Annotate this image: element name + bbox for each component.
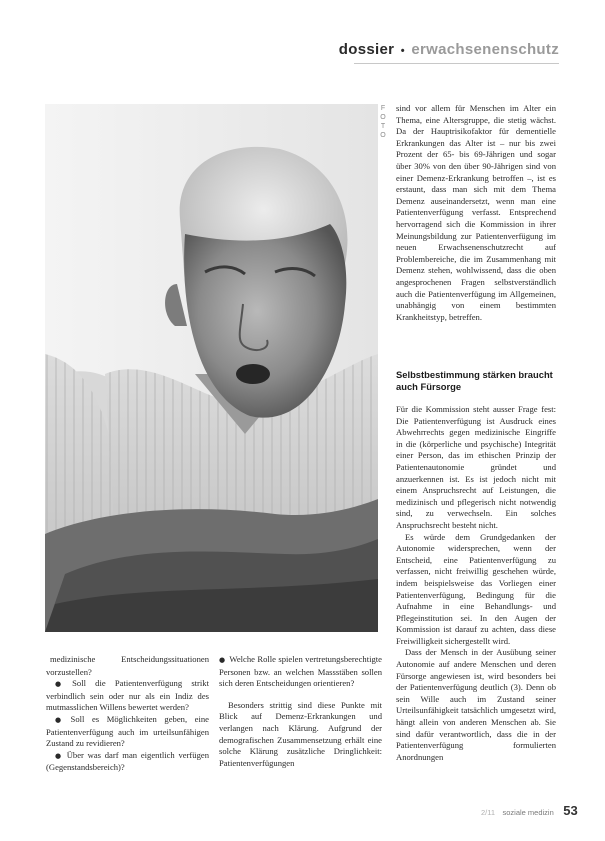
- magazine-name: soziale medizin: [502, 808, 554, 817]
- list-item: medizinische Entscheidungssituationen vorzustellen?: [46, 654, 209, 677]
- header-separator: •: [400, 45, 405, 57]
- credit-glyph: F: [380, 105, 386, 112]
- header-rule: [354, 63, 559, 64]
- issue-number: 2/11: [481, 808, 496, 817]
- credit-glyph: T: [380, 123, 386, 130]
- paragraph: Besonders strittig sind diese Punkte mit Blick auf Demenz-Erkrankungen und verlangen nach Klärung. Aufgrund der demografischen Zusammensetzung erhält eine solche Klärung zusätzliche Dringlichkeit: Patientenverfügungen: [219, 699, 382, 768]
- section-header: [339, 41, 559, 58]
- page-number: 53: [563, 803, 578, 818]
- list-item: ● Soll es Möglichkeiten geben, eine Patientenverfügung auch im urteilsunfähigen Zustand zu revidieren?: [46, 713, 209, 749]
- article-column-middle: [219, 654, 382, 769]
- article-column-right-bottom: [396, 404, 556, 763]
- portrait-photo: [45, 104, 378, 632]
- paragraph: sind vor allem für Menschen im Alter ein Thema, eine Altersgruppe, die stetig wächst. Da der Hauptrisikofaktor für dementielle Erkrankungen das Alter ist – nur bis zwei Prozent der 65- bis 69-Jährigen und sogar über 30% von den über 90-Jährigen sind von einer Demenz-Erkrankung betroffen –, ist es erstaunt, dass man sich mit dem Thema Demenz auseinandersetzt, wenn man eine Patientenverfügung verfasst. Entsprechend hervorragend sich die Kommission in ihrer Meinungsbildung zur Patientenverfügung im neuen Erwachsenenschutzrecht auf Problembereiche, die im Zusammenhang mit Demenz stehen, wohlwissend, dass die oben angesprochenen Fragen selbstverständlich auch die Patientenverfügung im Allgemeinen, unabhängig von einem bestimmten Krankheitstyp, betreffen.: [396, 103, 556, 322]
- paragraph: Für die Kommission steht ausser Frage fest: Die Patientenverfügung ist Ausdruck eines Abwehrrechts gegen medizinische Eingriffe in die (körperliche und psychische) Integrität einer Person, das im ethischen Prinzip der Patientenautonomie gründet und anzuerkennen ist. Es ist jedoch nicht mit einem Anspruchsrecht auf Leistungen, die medizinisch und pflegerisch nicht notwendig sind, zu verwechseln. Ein solches Anspruchsrecht besteht nicht.: [396, 404, 556, 530]
- list-item: ● Über was darf man eigentlich verfügen (Gegenstandsbereich)?: [46, 749, 209, 773]
- credit-glyph: O: [380, 132, 386, 139]
- article-column-left: [46, 654, 209, 774]
- section-label: dossier: [338, 41, 395, 58]
- section-topic: erwachsenenschutz: [411, 41, 559, 58]
- credit-glyph: O: [380, 114, 386, 121]
- paragraph: Es würde dem Grundgedanken der Autonomie widersprechen, wenn der Entscheid, eine Patientenverfügung zu verfassen, nicht freiwillig geschehen würde, indem beispielsweise das Vorliegen einer Patientenverfügung, Bedingung für die Aufnahme in eine Behandlungs- und Pflegeinstitution sei. In den Augen der Kommission ist darauf zu achten, dass diese Freiwilligkeit sichergestellt wird.: [396, 531, 556, 646]
- photo-credit: [379, 104, 387, 140]
- list-item: ● Welche Rolle spielen vertretungsberechtigte Personen bzw. an welchen Massstäben sollen sich deren Entscheidungen orientieren?: [219, 654, 382, 689]
- list-item: ● Soll die Patientenverfügung strikt verbindlich sein oder nur als ein Indiz des mutmasslichen Willens bewertet werden?: [46, 678, 209, 713]
- article-column-right-top: [396, 103, 556, 323]
- sub-heading: Selbstbestimmung stärken braucht auch Fürsorge: [396, 369, 553, 392]
- paragraph: Dass der Mensch in der Ausübung seiner Autonomie auf andere Menschen und deren Fürsorge angewiesen ist, wird besonders bei der Patientenverfügung deutlich (3). Denn ob sein Wille auch im Zustand seiner Urteilsunfähigkeit tatsächlich umgesetzt wird, hängt allein von anderen Menschen ab. Sie sind dafür verantwortlich, dass die in der Patientenverfügung formulierten Anordnungen: [396, 647, 556, 762]
- page-footer: [481, 802, 578, 820]
